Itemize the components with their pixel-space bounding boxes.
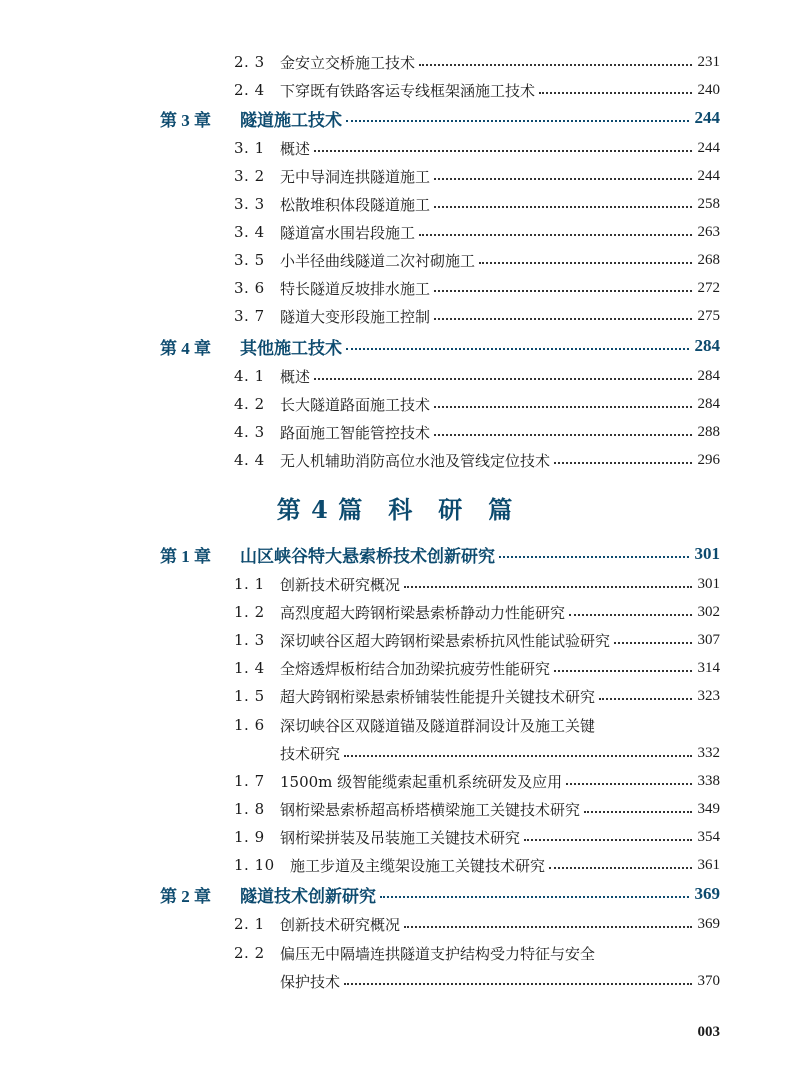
section-title-continued: 技术研究 (280, 744, 341, 763)
dot-leader (434, 178, 691, 180)
toc-entry-3-3 (234, 190, 720, 218)
dot-leader (344, 755, 691, 757)
chapter-number: 第 2 章 (160, 886, 211, 906)
toc-entry-1-1 (234, 570, 720, 598)
section-number: 1. 7 (234, 772, 265, 790)
dot-leader (434, 318, 691, 320)
section-title: 施工步道及主缆架设施工关键技术研究 (290, 856, 546, 875)
dot-leader (434, 206, 691, 208)
section-title: 超大跨钢桁梁悬索桥铺装性能提升关键技术研究 (280, 687, 596, 706)
section-number: 2. 2 (234, 944, 265, 962)
toc-entry-1-6 (234, 711, 720, 739)
page-number: 284 (697, 395, 720, 412)
section-number: 1. 9 (234, 828, 265, 846)
toc-entry-4-4 (234, 446, 720, 474)
section-title: 特长隧道反坡排水施工 (280, 279, 431, 298)
page-number: 314 (697, 659, 720, 676)
dot-leader (434, 290, 691, 292)
page-number: 268 (697, 251, 720, 268)
dot-leader (539, 92, 691, 94)
section-title: 概述 (280, 367, 311, 386)
toc-entry-4-2 (234, 390, 720, 418)
page-number: 307 (697, 631, 720, 648)
toc-chapter-4 (160, 332, 720, 360)
section-title: 隧道富水围岩段施工 (280, 223, 416, 242)
toc-entry-1-2 (234, 598, 720, 626)
toc-part-chapter-1 (160, 540, 720, 568)
section-title: 路面施工智能管控技术 (280, 423, 431, 442)
toc-entry-4-3 (234, 418, 720, 446)
toc-entry-3-2 (234, 162, 720, 190)
section-number: 1. 4 (234, 659, 265, 677)
section-number: 1. 10 (234, 856, 275, 874)
section-number: 2. 1 (234, 915, 265, 933)
toc-part-chapter-2 (160, 880, 720, 908)
toc-entry-2-3 (234, 48, 720, 76)
page-number: 370 (697, 972, 720, 989)
section-title: 钢桁梁悬索桥超高桥塔横梁施工关键技术研究 (280, 800, 581, 819)
page-number: 240 (697, 81, 720, 98)
dot-leader (549, 867, 691, 869)
toc-entry-2-4 (234, 76, 720, 104)
page-number: 361 (697, 856, 720, 873)
toc-entry-1-6-continued (280, 739, 720, 767)
toc-entry-1-10 (234, 851, 720, 879)
toc-entry-3-5 (234, 246, 720, 274)
section-title: 1500m 级智能缆索起重机系统研发及应用 (280, 772, 563, 791)
section-number: 4. 4 (234, 451, 265, 469)
toc-entry-1-8 (234, 795, 720, 823)
section-title: 全熔透焊板桁结合加劲梁抗疲劳性能研究 (280, 659, 551, 678)
section-number: 3. 1 (234, 139, 265, 157)
toc-entry-1-3 (234, 626, 720, 654)
dot-leader (499, 556, 689, 558)
toc-entry-2-2-continued (280, 967, 720, 995)
section-number: 2. 3 (234, 53, 265, 71)
section-title: 偏压无中隔墙连拱隧道支护结构受力特征与安全 (280, 944, 596, 963)
section-title: 深切峡谷区超大跨钢桁梁悬索桥抗风性能试验研究 (280, 631, 611, 650)
page-number: 369 (697, 915, 720, 932)
chapter-title: 山区峡谷特大悬索桥技术创新研究 (240, 546, 495, 567)
chapter-title: 其他施工技术 (240, 338, 342, 359)
page-number: 332 (697, 744, 720, 761)
page-number: 301 (697, 575, 720, 592)
section-title: 概述 (280, 139, 311, 158)
chapter-number: 第 3 章 (160, 110, 211, 130)
section-title: 长大隧道路面施工技术 (280, 395, 431, 414)
section-number: 4. 2 (234, 395, 265, 413)
section-number: 1. 6 (234, 716, 265, 734)
part-title: 第 4 篇 科 研 篇 (276, 495, 514, 524)
toc-entry-1-4 (234, 654, 720, 682)
toc-entry-1-5 (234, 682, 720, 710)
dot-leader (314, 150, 691, 152)
section-title: 无中导洞连拱隧道施工 (280, 167, 431, 186)
section-number: 3. 2 (234, 167, 265, 185)
section-title-continued: 保护技术 (280, 972, 341, 991)
section-title: 深切峡谷区双隧道锚及隧道群洞设计及施工关键 (280, 716, 596, 735)
dot-leader (380, 896, 689, 898)
chapter-title: 隧道施工技术 (240, 110, 342, 131)
section-number: 3. 5 (234, 251, 265, 269)
dot-leader (346, 120, 689, 122)
dot-leader (404, 586, 691, 588)
page-number: 231 (697, 53, 720, 70)
page-number: 244 (697, 139, 720, 156)
section-number: 3. 4 (234, 223, 265, 241)
section-title: 金安立交桥施工技术 (280, 53, 416, 72)
chapter-number: 第 4 章 (160, 338, 211, 358)
dot-leader (419, 234, 691, 236)
toc-entry-3-1 (234, 134, 720, 162)
toc-entry-1-7 (234, 767, 720, 795)
page-folio: 003 (697, 1024, 720, 1040)
page-number: 244 (694, 108, 720, 127)
page-number: 288 (697, 423, 720, 440)
dot-leader (404, 926, 691, 928)
page-number: 338 (697, 772, 720, 789)
section-title: 隧道大变形段施工控制 (280, 307, 431, 326)
page-number: 263 (697, 223, 720, 240)
section-title: 下穿既有铁路客运专线框架涵施工技术 (280, 81, 536, 100)
section-title: 小半径曲线隧道二次衬砌施工 (280, 251, 476, 270)
section-title: 创新技术研究概况 (280, 575, 401, 594)
toc-entry-4-1 (234, 362, 720, 390)
page-number: 258 (697, 195, 720, 212)
section-number: 2. 4 (234, 81, 265, 99)
section-number: 1. 5 (234, 687, 265, 705)
chapter-title: 隧道技术创新研究 (240, 886, 376, 907)
dot-leader (479, 262, 691, 264)
page-number: 323 (697, 687, 720, 704)
toc-entry-3-6 (234, 274, 720, 302)
page-number: 272 (697, 279, 720, 296)
toc-chapter-3 (160, 104, 720, 132)
page-number: 302 (697, 603, 720, 620)
dot-leader (344, 983, 691, 985)
toc-entry-1-9 (234, 823, 720, 851)
dot-leader (314, 378, 691, 380)
section-title: 无人机辅助消防高位水池及管线定位技术 (280, 451, 551, 470)
toc-entry-3-4 (234, 218, 720, 246)
toc-entry-2-2 (234, 939, 720, 967)
section-title: 高烈度超大跨钢桁梁悬索桥静动力性能研究 (280, 603, 566, 622)
dot-leader (614, 642, 691, 644)
dot-leader (599, 698, 691, 700)
dot-leader (434, 406, 691, 408)
section-number: 3. 3 (234, 195, 265, 213)
chapter-number: 第 1 章 (160, 546, 211, 566)
section-title: 钢桁梁拼装及吊装施工关键技术研究 (280, 828, 521, 847)
dot-leader (584, 811, 691, 813)
page-number: 349 (697, 800, 720, 817)
page-number: 354 (697, 828, 720, 845)
section-title: 松散堆积体段隧道施工 (280, 195, 431, 214)
section-number: 3. 7 (234, 307, 265, 325)
page-number: 284 (697, 367, 720, 384)
section-number: 1. 3 (234, 631, 265, 649)
dot-leader (569, 614, 691, 616)
section-number: 1. 8 (234, 800, 265, 818)
dot-leader (524, 839, 691, 841)
page-number: 275 (697, 307, 720, 324)
dot-leader (419, 64, 691, 66)
dot-leader (346, 348, 689, 350)
section-number: 3. 6 (234, 279, 265, 297)
section-title: 创新技术研究概况 (280, 915, 401, 934)
section-number: 4. 3 (234, 423, 265, 441)
section-number: 4. 1 (234, 367, 265, 385)
page-number: 284 (694, 336, 720, 355)
toc-entry-3-7 (234, 302, 720, 330)
section-number: 1. 1 (234, 575, 265, 593)
toc-entry-2-1 (234, 910, 720, 938)
page-number: 244 (697, 167, 720, 184)
page-number: 369 (694, 884, 720, 903)
section-number: 1. 2 (234, 603, 265, 621)
dot-leader (434, 434, 691, 436)
dot-leader (554, 670, 691, 672)
page-number: 296 (697, 451, 720, 468)
dot-leader (566, 783, 691, 785)
page-number: 301 (694, 544, 720, 563)
dot-leader (554, 462, 691, 464)
